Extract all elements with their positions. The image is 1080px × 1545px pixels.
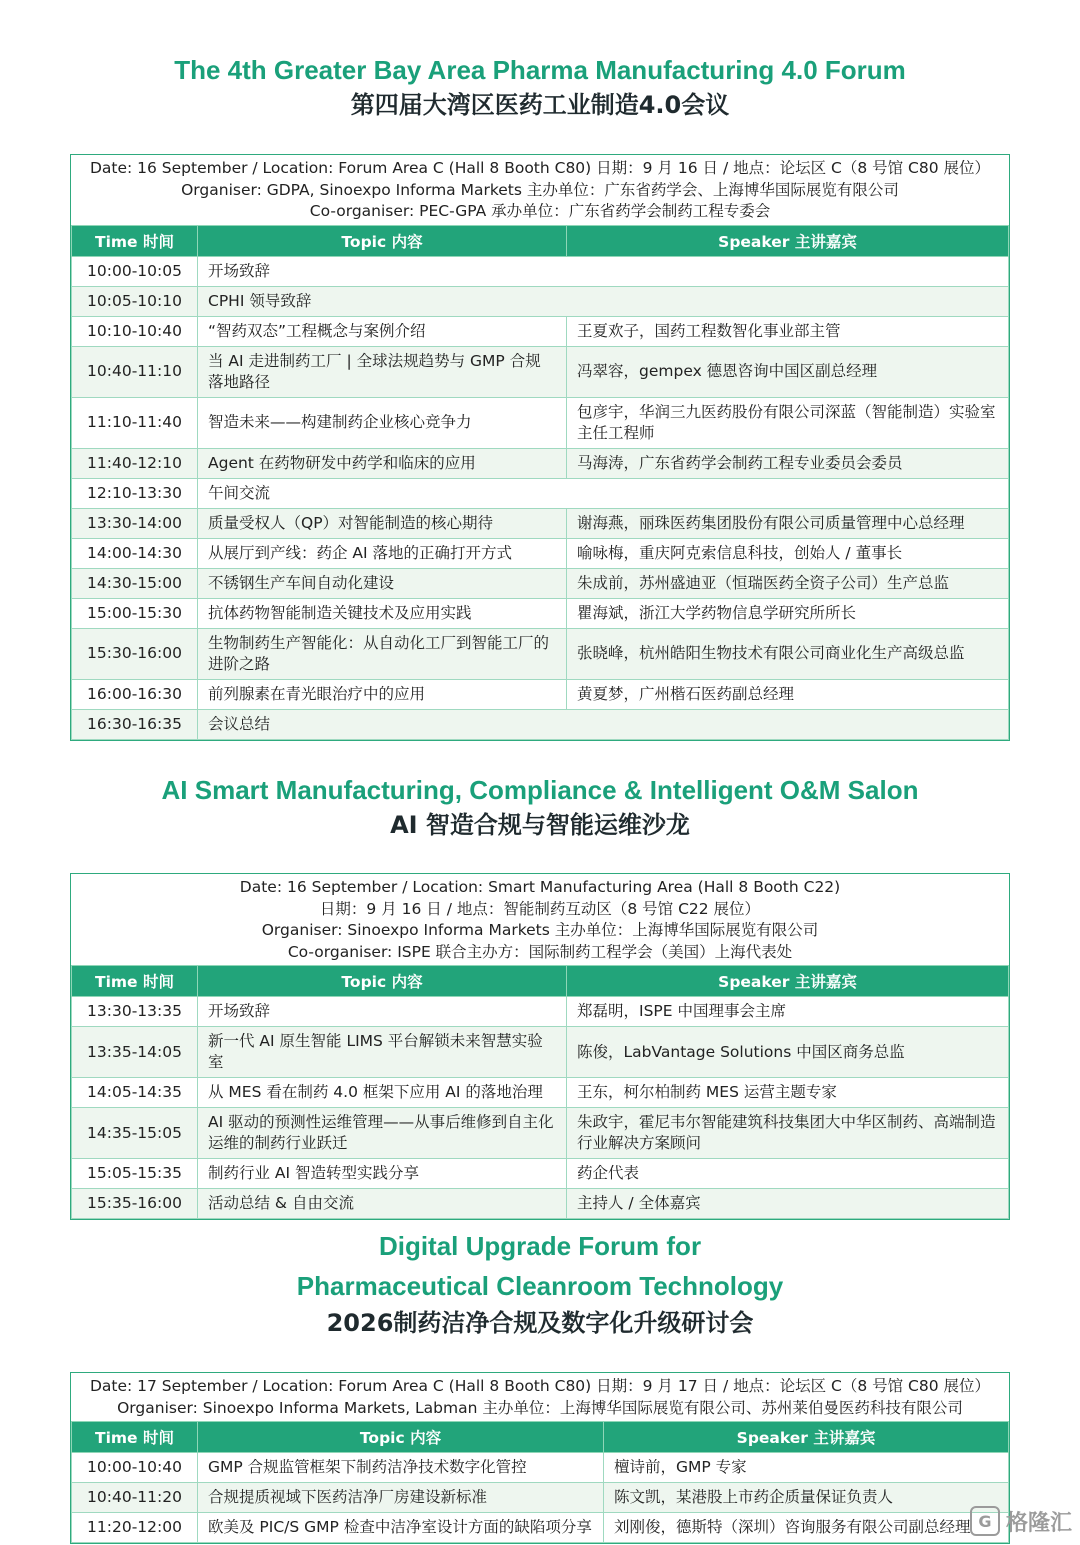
forum2-header <box>0 772 1080 842</box>
table-row <box>72 1027 1009 1078</box>
topic-cell: 新一代 AI 原生智能 LIMS 平台解锁未来智慧实验室 <box>198 1027 567 1078</box>
time-cell: 10:10-10:40 <box>72 316 198 346</box>
time-cell: 11:20-12:00 <box>72 1513 198 1543</box>
time-cell: 14:35-15:05 <box>72 1108 198 1159</box>
header-speaker: Speaker 主讲嘉宾 <box>567 966 1009 997</box>
forum1-schedule-table <box>71 225 1009 740</box>
table-row <box>72 346 1009 397</box>
time-cell: 11:40-12:10 <box>72 448 198 478</box>
header-speaker: Speaker 主讲嘉宾 <box>567 225 1009 256</box>
watermark <box>970 1503 1072 1539</box>
forum2-info <box>71 874 1009 965</box>
watermark-text: 格隆汇 <box>1005 1510 1072 1536</box>
topic-cell: 开场致辞 <box>198 997 567 1027</box>
time-cell: 16:30-16:35 <box>72 709 198 739</box>
topic-cell: 智造未来——构建制药企业核心竞争力 <box>198 397 567 448</box>
header-topic: Topic 内容 <box>198 225 567 256</box>
forum3-schedule-table <box>71 1421 1009 1543</box>
table-row <box>72 1483 1009 1513</box>
header-topic: Topic 内容 <box>198 1422 604 1453</box>
table-header-row <box>72 1422 1009 1453</box>
speaker-cell: 刘刚俊，德斯特（深圳）咨询服务有限公司副总经理 <box>604 1513 1009 1543</box>
speaker-cell: 冯翠容，gempex 德恩咨询中国区副总经理 <box>567 346 1009 397</box>
table-header-row <box>72 225 1009 256</box>
table-row <box>72 508 1009 538</box>
time-cell: 12:10-13:30 <box>72 478 198 508</box>
topic-cell: 前列腺素在青光眼治疗中的应用 <box>198 679 567 709</box>
table-row <box>72 679 1009 709</box>
forum1-title-en: The 4th Greater Bay Area Pharma Manufacturing 4.0 Forum <box>174 55 906 85</box>
forum3-info-line: Organiser: Sinoexpo Informa Markets, Labman 主办单位：上海博华国际展览有限公司、苏州莱伯曼医药科技有限公司 <box>117 1398 963 1417</box>
speaker-cell: 马海涛，广东省药学会制药工程专业委员会委员 <box>567 448 1009 478</box>
table-row <box>72 1453 1009 1483</box>
topic-cell: Agent 在药物研发中药学和临床的应用 <box>198 448 567 478</box>
forum1-rows <box>72 256 1009 739</box>
forum3-rows <box>72 1453 1009 1543</box>
speaker-cell: 王东，柯尔柏制药 MES 运营主题专家 <box>567 1078 1009 1108</box>
time-cell: 10:05-10:10 <box>72 286 198 316</box>
speaker-cell: 药企代表 <box>567 1159 1009 1189</box>
header-speaker: Speaker 主讲嘉宾 <box>604 1422 1009 1453</box>
table-row <box>72 997 1009 1027</box>
speaker-cell: 主持人 / 全体嘉宾 <box>567 1189 1009 1219</box>
speaker-cell: 朱政宇，霍尼韦尔智能建筑科技集团大中华区制药、高端制造行业解决方案顾问 <box>567 1108 1009 1159</box>
table-row <box>72 1108 1009 1159</box>
topic-cell: 会议总结 <box>198 709 1009 739</box>
speaker-cell: 包彦宇，华润三九医药股份有限公司深蓝（智能制造）实验室主任工程师 <box>567 397 1009 448</box>
forum1-header <box>0 52 1080 122</box>
speaker-cell: 谢海燕，丽珠医药集团股份有限公司质量管理中心总经理 <box>567 508 1009 538</box>
forum3-info-line: Date: 17 September / Location: Forum Area C (Hall 8 Booth C80) 日期：9 月 17 日 / 地点：论坛区 C（8 号馆 C80 展位） <box>89 1377 991 1395</box>
time-cell: 10:40-11:20 <box>72 1483 198 1513</box>
forum1-info-line: Co-organiser: PEC-GPA 承办单位：广东省药学会制药工程专委会 <box>309 202 771 220</box>
forum2-info-line: Co-organiser: ISPE 联合主办方：国际制药工程学会（美国）上海代表处 <box>287 942 793 961</box>
topic-cell: AI 驱动的预测性运维管理——从事后维修到自主化运维的制药行业跃迁 <box>198 1108 567 1159</box>
topic-cell: CPHI 领导致辞 <box>198 286 1009 316</box>
table-row <box>72 598 1009 628</box>
time-cell: 13:30-13:35 <box>72 997 198 1027</box>
topic-cell: 从 MES 看在制药 4.0 框架下应用 AI 的落地治理 <box>198 1078 567 1108</box>
forum2-rows <box>72 997 1009 1219</box>
table-row <box>72 478 1009 508</box>
speaker-cell: 朱成前，苏州盛迪亚（恒瑞医药全资子公司）生产总监 <box>567 568 1009 598</box>
speaker-cell: 张晓峰，杭州皓阳生物技术有限公司商业化生产高级总监 <box>567 628 1009 679</box>
forum1-info-line: Date: 16 September / Location: Forum Area C (Hall 8 Booth C80) 日期：9 月 16 日 / 地点：论坛区 C（8 号馆 C80 展位） <box>89 159 991 177</box>
table-row <box>72 1513 1009 1543</box>
speaker-cell: 郑磊明，ISPE 中国理事会主席 <box>567 997 1009 1027</box>
header-topic: Topic 内容 <box>198 966 567 997</box>
time-cell: 10:40-11:10 <box>72 346 198 397</box>
forum1-program <box>70 154 1010 741</box>
forum1-title-cn: 第四届大湾区医药工业制造4.0会议 <box>350 91 730 119</box>
forum2-schedule-table <box>71 965 1009 1219</box>
topic-cell: 质量受权人（QP）对智能制造的核心期待 <box>198 508 567 538</box>
speaker-cell: 陈文凯，某港股上市药企质量保证负责人 <box>604 1483 1009 1513</box>
time-cell: 11:10-11:40 <box>72 397 198 448</box>
header-time: Time 时间 <box>72 966 198 997</box>
topic-cell: 不锈钢生产车间自动化建设 <box>198 568 567 598</box>
topic-cell: 开场致辞 <box>198 256 1009 286</box>
time-cell: 14:00-14:30 <box>72 538 198 568</box>
topic-cell: 活动总结 & 自由交流 <box>198 1189 567 1219</box>
table-row <box>72 256 1009 286</box>
topic-cell: 制药行业 AI 智造转型实践分享 <box>198 1159 567 1189</box>
table-row <box>72 709 1009 739</box>
forum3-header <box>0 1226 1080 1340</box>
time-cell: 13:30-14:00 <box>72 508 198 538</box>
forum2-title-en: AI Smart Manufacturing, Compliance & Intelligent O&M Salon <box>161 775 919 805</box>
forum3-program <box>70 1372 1010 1544</box>
forum3-info <box>71 1373 1009 1421</box>
topic-cell: 合规提质视域下医药洁净厂房建设新标准 <box>198 1483 604 1513</box>
table-header-row <box>72 966 1009 997</box>
forum2-info-line: 日期：9 月 16 日 / 地点：智能制药互动区（8 号馆 C22 展位） <box>319 899 761 918</box>
forum3-title-cn: 2026制药洁净合规及数字化升级研讨会 <box>326 1309 754 1337</box>
time-cell: 10:00-10:40 <box>72 1453 198 1483</box>
topic-cell: 从展厅到产线：药企 AI 落地的正确打开方式 <box>198 538 567 568</box>
topic-cell: 抗体药物智能制造关键技术及应用实践 <box>198 598 567 628</box>
speaker-cell: 喻咏梅，重庆阿克索信息科技，创始人 / 董事长 <box>567 538 1009 568</box>
speaker-cell: 檀诗前，GMP 专家 <box>604 1453 1009 1483</box>
forum2-program <box>70 873 1010 1220</box>
forum2-info-line: Date: 16 September / Location: Smart Manufacturing Area (Hall 8 Booth C22) <box>239 878 841 896</box>
table-row <box>72 1078 1009 1108</box>
speaker-cell: 陈俊，LabVantage Solutions 中国区商务总监 <box>567 1027 1009 1078</box>
table-row <box>72 1159 1009 1189</box>
table-row <box>72 568 1009 598</box>
table-row <box>72 1189 1009 1219</box>
speaker-cell: 瞿海斌，浙江大学药物信息学研究所所长 <box>567 598 1009 628</box>
table-row <box>72 628 1009 679</box>
topic-cell: GMP 合规监管框架下制药洁净技术数字化管控 <box>198 1453 604 1483</box>
topic-cell: 欧美及 PIC/S GMP 检查中洁净室设计方面的缺陷项分享 <box>198 1513 604 1543</box>
table-row <box>72 397 1009 448</box>
forum1-info <box>71 155 1009 225</box>
time-cell: 15:05-15:35 <box>72 1159 198 1189</box>
table-row <box>72 286 1009 316</box>
forum2-info-line: Organiser: Sinoexpo Informa Markets 主办单位：上海博华国际展览有限公司 <box>261 921 819 939</box>
forum1-info-line: Organiser: GDPA, Sinoexpo Informa Markets 主办单位：广东省药学会、上海博华国际展览有限公司 <box>181 180 899 199</box>
time-cell: 15:00-15:30 <box>72 598 198 628</box>
header-time: Time 时间 <box>72 225 198 256</box>
time-cell: 15:30-16:00 <box>72 628 198 679</box>
time-cell: 16:00-16:30 <box>72 679 198 709</box>
time-cell: 15:35-16:00 <box>72 1189 198 1219</box>
topic-cell: “智药双态”工程概念与案例介绍 <box>198 316 567 346</box>
header-time: Time 时间 <box>72 1422 198 1453</box>
time-cell: 10:00-10:05 <box>72 256 198 286</box>
forum3-title-en-1: Digital Upgrade Forum for <box>378 1231 702 1261</box>
topic-cell: 午间交流 <box>198 478 1009 508</box>
time-cell: 13:35-14:05 <box>72 1027 198 1078</box>
speaker-cell: 黄夏梦，广州楷石医药副总经理 <box>567 679 1009 709</box>
time-cell: 14:30-15:00 <box>72 568 198 598</box>
table-row <box>72 316 1009 346</box>
time-cell: 14:05-14:35 <box>72 1078 198 1108</box>
table-row <box>72 448 1009 478</box>
speaker-cell: 王夏欢子，国药工程数智化事业部主管 <box>567 316 1009 346</box>
forum3-title-en-2: Pharmaceutical Cleanroom Technology <box>296 1271 784 1301</box>
table-row <box>72 538 1009 568</box>
topic-cell: 生物制药生产智能化：从自动化工厂到智能工厂的进阶之路 <box>198 628 567 679</box>
watermark-logo-icon: G <box>970 1506 1000 1536</box>
forum2-title-cn: AI 智造合规与智能运维沙龙 <box>390 811 690 839</box>
topic-cell: 当 AI 走进制药工厂 | 全球法规趋势与 GMP 合规落地路径 <box>198 346 567 397</box>
